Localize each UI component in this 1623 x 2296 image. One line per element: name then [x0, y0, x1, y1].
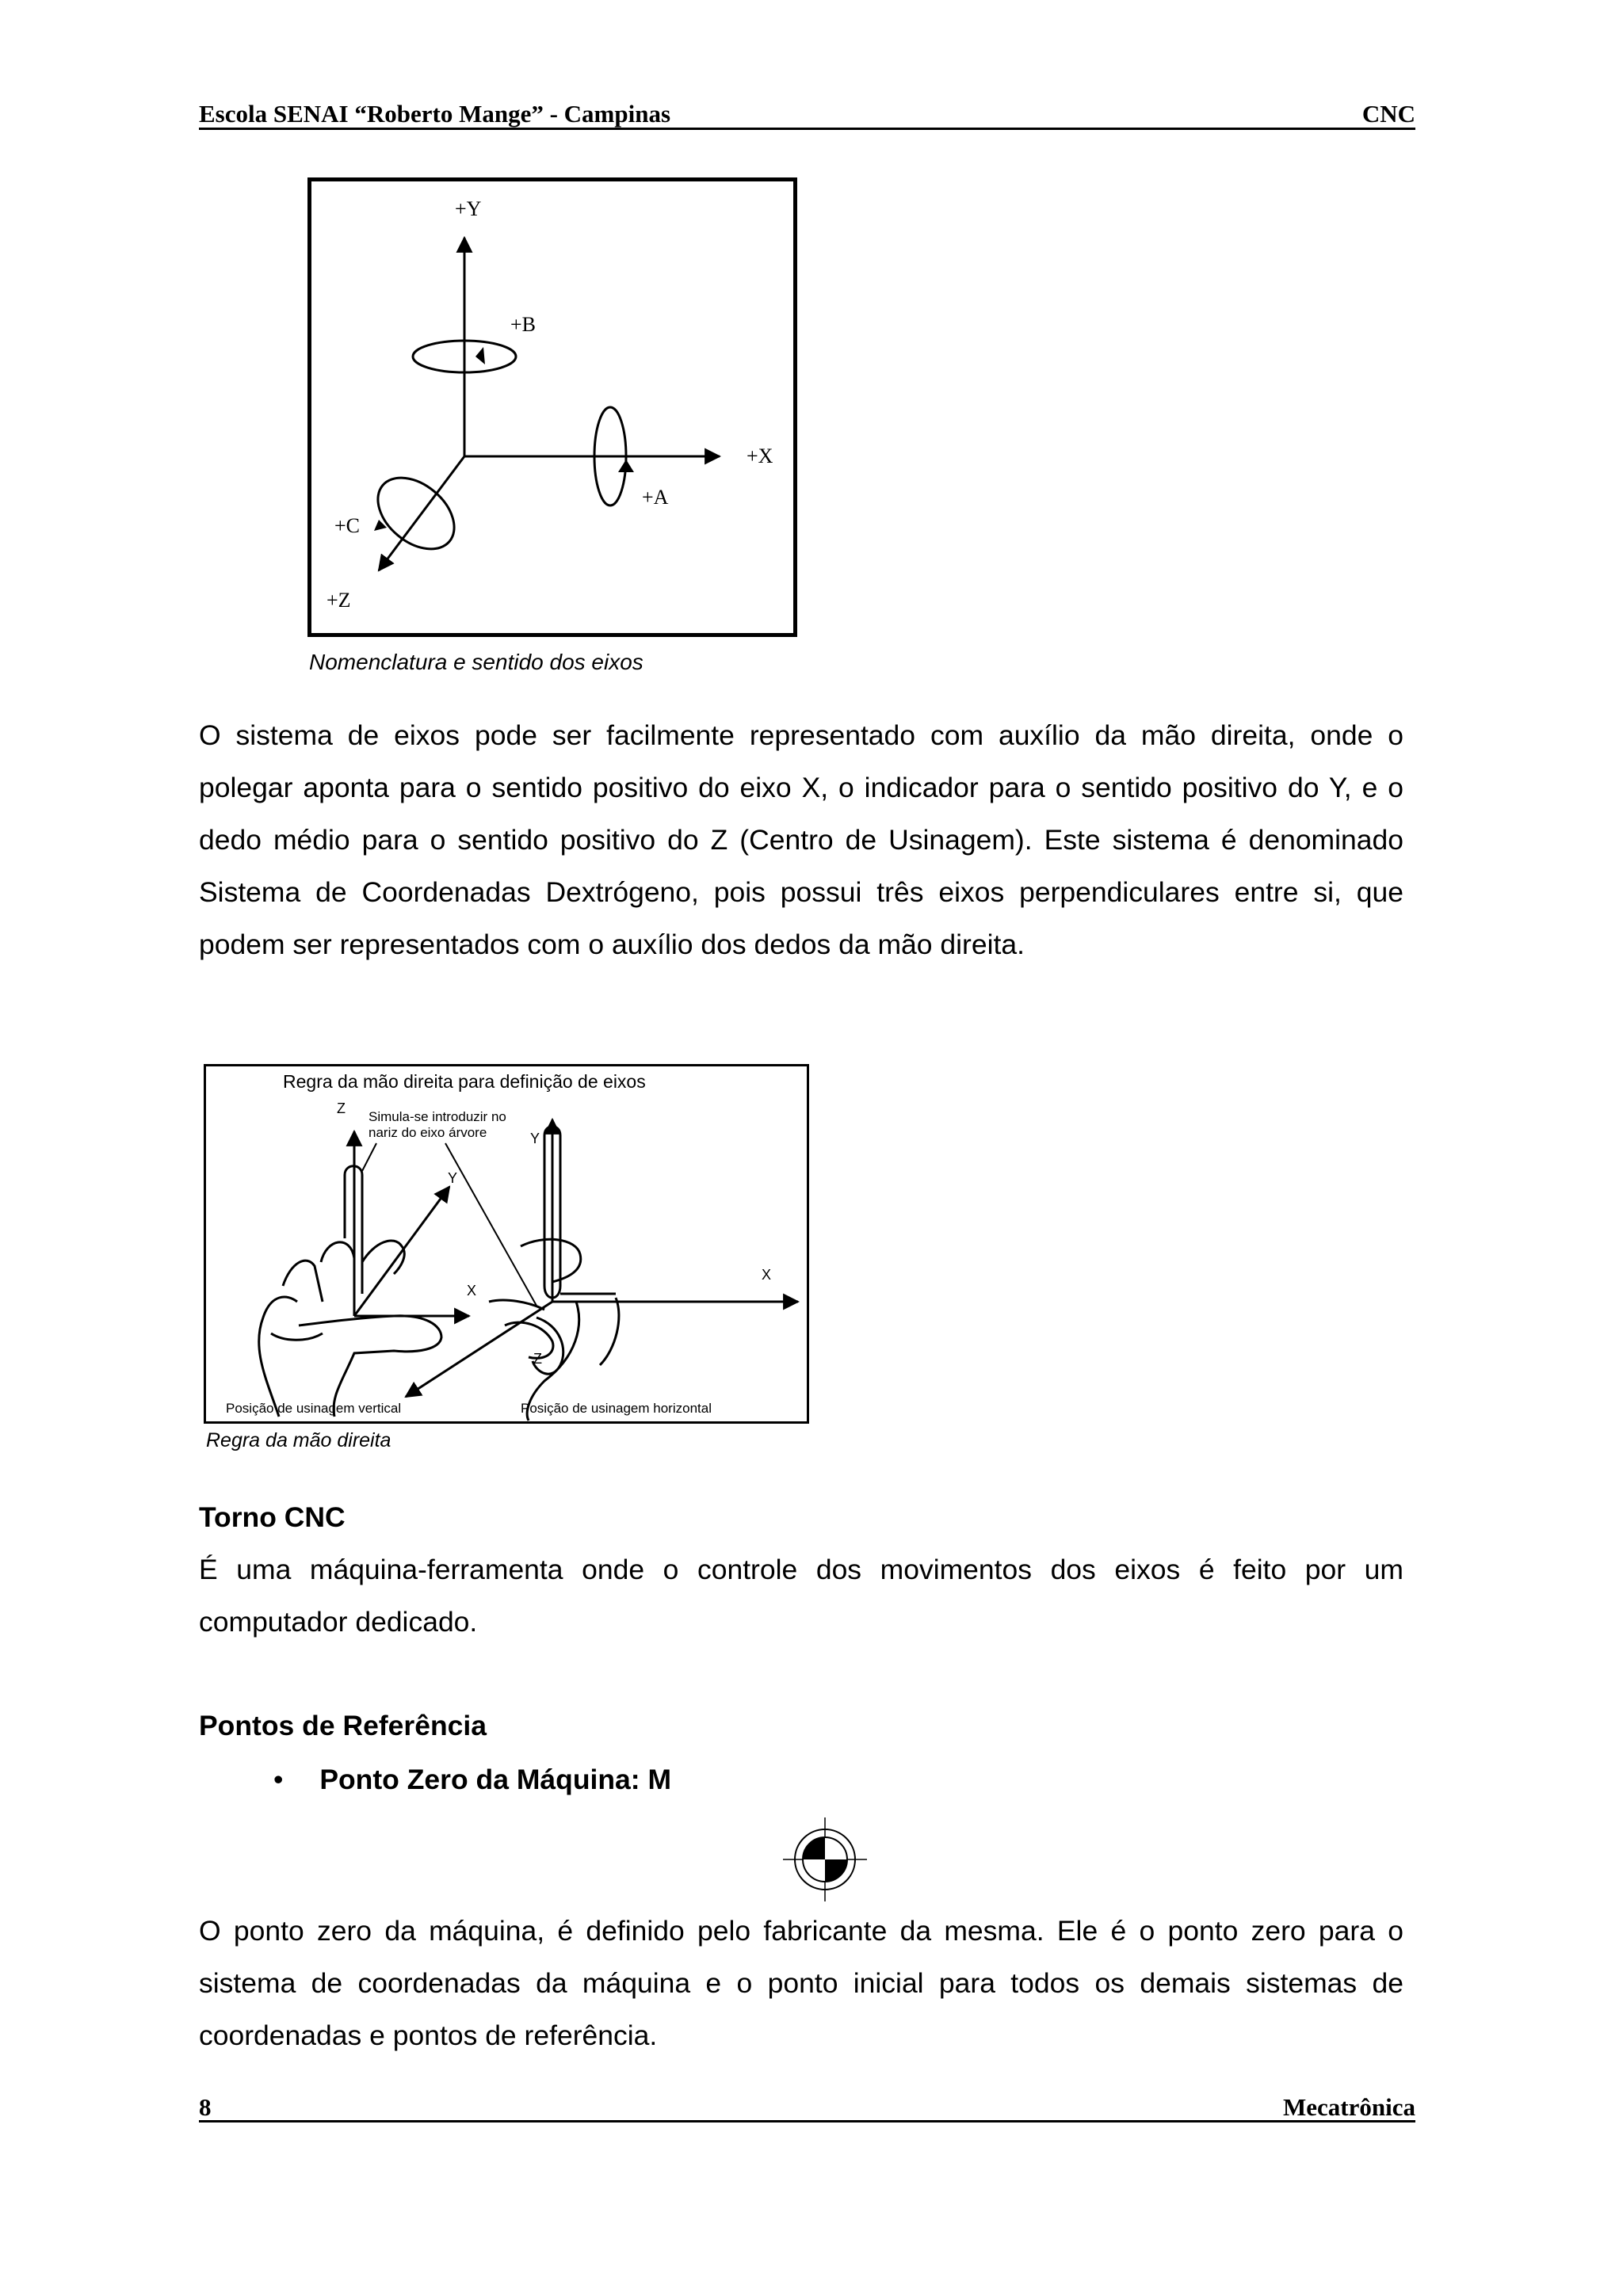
bullet-dot: • [273, 1764, 284, 1795]
machine-zero-symbol [783, 1817, 867, 1901]
section-heading-torno-cnc: Torno CNC [199, 1501, 346, 1533]
figure-border [205, 1066, 808, 1423]
b-axis-label: +B [510, 313, 537, 336]
left-x-label: X [467, 1283, 477, 1299]
a-axis-label: +A [642, 486, 669, 509]
machine-zero-icon [783, 1817, 867, 1901]
header-rule [199, 128, 1415, 130]
left-hand-caption: Posição de usinagem vertical [226, 1401, 402, 1416]
axes-figure-caption: Nomenclatura e sentido dos eixos [309, 650, 643, 674]
z-axis-label: +Z [327, 589, 351, 612]
x-axis-label: +X [747, 444, 773, 467]
bullet-item [273, 1764, 671, 1796]
right-hand-diagram [204, 1064, 809, 1424]
axes-diagram [307, 177, 797, 637]
right-y-label: Y [530, 1131, 540, 1146]
footer-right: Mecatrônica [1283, 2093, 1415, 2121]
note-line-2: nariz do eixo árvore [369, 1125, 487, 1140]
right-hand-title: Regra da mão direita para definição de eixos [283, 1071, 646, 1092]
right-z-label: Z [533, 1351, 542, 1367]
footer-rule [199, 2120, 1415, 2122]
section-heading-pontos-referencia: Pontos de Referência [199, 1710, 487, 1741]
header-left: Escola SENAI “Roberto Mange” - Campinas [199, 100, 671, 128]
paragraph-right-hand-system: O sistema de eixos pode ser facilmente representado com auxílio da mão direita, onde o polegar aponta para o sentido positivo do eixo X, o indicador para o sentido positivo do Y, e o dedo médio para o sentido positivo do Z (Centro de Usinagem). Este sistema é denominado Sistema de Coordenadas Dextrógeno, pois possui três eixos perpendiculares entre si, que podem ser representados com o auxílio dos dedos da mão direita. [199, 719, 1403, 960]
footer-page-number: 8 [199, 2093, 212, 2121]
note-line-1: Simula-se introduzir no [369, 1109, 506, 1124]
right-hand-figure-caption: Regra da mão direita [206, 1429, 391, 1451]
axes-figure [307, 177, 797, 637]
bullet-text: Ponto Zero da Máquina: M [319, 1764, 672, 1795]
paragraph-torno-cnc: É uma máquina-ferramenta onde o controle dos movimentos dos eixos é feito por um computador dedicado. [199, 1554, 1403, 1638]
header-right: CNC [1361, 100, 1415, 128]
c-axis-label: +C [334, 514, 361, 537]
y-axis-label: +Y [455, 197, 482, 220]
left-z-label: Z [337, 1100, 346, 1116]
right-x-label: X [762, 1267, 772, 1283]
right-hand-caption: Posição de usinagem horizontal [521, 1401, 712, 1416]
left-y-label: Y [448, 1170, 458, 1186]
paragraph-machine-zero: O ponto zero da máquina, é definido pelo fabricante da mesma. Ele é o ponto zero para o sistema de coordenadas da máquina e o ponto inicial para todos os demais sistemas de coordenadas e pontos de referência. [199, 1915, 1403, 2051]
right-hand-figure [204, 1064, 809, 1424]
